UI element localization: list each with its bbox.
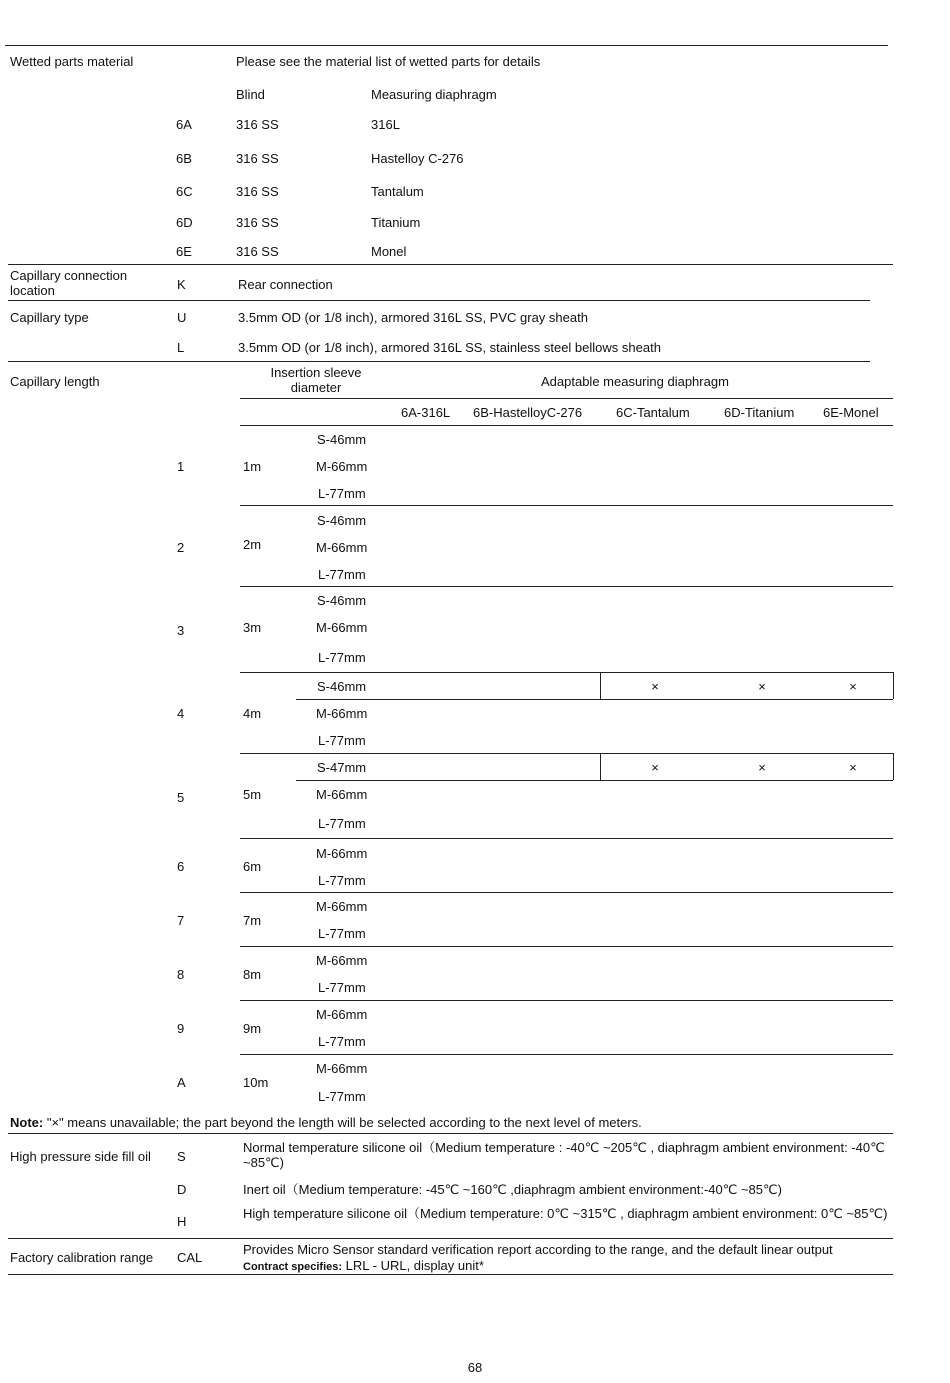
cap-type-code: U — [177, 310, 187, 325]
diaphragm-col-header: 6C-Tantalum — [616, 405, 690, 420]
group-rule — [240, 753, 893, 754]
insertion-sleeve-header: Insertion sleeve diameter — [270, 365, 362, 395]
section-divider — [8, 300, 870, 301]
header-rule — [240, 425, 893, 426]
page-number: 68 — [467, 1360, 483, 1375]
cap-type-desc: 3.5mm OD (or 1/8 inch), armored 316L SS, PVC gray sheath — [238, 310, 588, 325]
unavailable-mark: × — [651, 679, 659, 694]
adaptable-diaphragm-header: Adaptable measuring diaphragm — [541, 374, 729, 389]
wetted-diaphragm: Hastelloy C-276 — [371, 151, 464, 166]
cap-conn-desc: Rear connection — [238, 277, 333, 292]
unavailable-mark: × — [651, 760, 659, 775]
length-code: 3 — [177, 623, 185, 638]
length-code: 6 — [177, 859, 185, 874]
wetted-code: 6E — [176, 244, 192, 259]
unavailable-row-rule — [296, 780, 893, 781]
sleeve-size: M-66mm — [316, 787, 368, 802]
unavailable-box-edge — [893, 753, 894, 780]
group-rule — [240, 505, 893, 506]
sleeve-size: S-46mm — [317, 513, 367, 528]
sleeve-size: L-77mm — [318, 1034, 366, 1049]
section-divider — [8, 361, 870, 362]
sleeve-size: L-77mm — [318, 733, 366, 748]
sleeve-size: S-46mm — [317, 432, 367, 447]
note-text: "×" means unavailable; the part beyond the length will be selected according to the next level of meters. — [46, 1115, 642, 1130]
unavailable-mark: × — [758, 679, 766, 694]
length-code: 9 — [177, 1021, 185, 1036]
sleeve-size: L-77mm — [318, 650, 366, 665]
length-code: 4 — [177, 706, 185, 721]
calib-label: Factory calibration range — [10, 1250, 154, 1265]
length-value: 5m — [243, 787, 262, 802]
length-code: 1 — [177, 459, 185, 474]
sleeve-size: M-66mm — [316, 846, 368, 861]
diaphragm-col-header: 6E-Monel — [823, 405, 879, 420]
unavailable-mark: × — [849, 679, 857, 694]
sleeve-size: L-77mm — [318, 486, 366, 501]
sleeve-size: L-77mm — [318, 816, 366, 831]
wetted-diaphragm: 316L — [371, 117, 400, 132]
sleeve-size: L-77mm — [318, 926, 366, 941]
group-rule — [240, 838, 893, 839]
section-divider — [8, 1238, 893, 1239]
note-prefix: Note: — [10, 1115, 44, 1130]
fill-oil-desc: Normal temperature silicone oil（Medium temperature : -40℃ ~205℃ , diaphragm ambient environment: -40℃ ~85℃) — [243, 1140, 885, 1170]
top-rule — [5, 45, 888, 46]
wetted-blind: 316 SS — [236, 151, 279, 166]
length-value: 9m — [243, 1021, 262, 1036]
sleeve-size: M-66mm — [316, 706, 368, 721]
wetted-diaphragm: Tantalum — [371, 184, 424, 199]
sleeve-size: L-77mm — [318, 567, 366, 582]
unavailable-box-divider — [600, 753, 601, 780]
fill-oil-label: High pressure side fill oil — [10, 1149, 151, 1164]
length-code: 7 — [177, 913, 185, 928]
cap-type-desc: 3.5mm OD (or 1/8 inch), armored 316L SS, stainless steel bellows sheath — [238, 340, 661, 355]
group-rule — [240, 892, 893, 893]
cap-type-code: L — [177, 340, 185, 355]
wetted-code: 6D — [176, 215, 193, 230]
fill-oil-code: S — [177, 1149, 186, 1164]
wetted-blind: 316 SS — [236, 244, 279, 259]
wetted-code: 6B — [176, 151, 192, 166]
length-code: 8 — [177, 967, 185, 982]
unavailable-box-divider — [600, 672, 601, 699]
wetted-code: 6A — [176, 117, 192, 132]
unavailable-box-edge — [893, 672, 894, 699]
wetted-blind: 316 SS — [236, 215, 279, 230]
group-rule — [240, 946, 893, 947]
sleeve-size: M-66mm — [316, 620, 368, 635]
length-value: 3m — [243, 620, 262, 635]
length-value: 1m — [243, 459, 262, 474]
sleeve-size: M-66mm — [316, 899, 368, 914]
length-code: 5 — [177, 790, 185, 805]
cap-conn-label: Capillary connection location — [10, 268, 128, 298]
sleeve-size: M-66mm — [316, 459, 368, 474]
unavailable-row-rule — [296, 699, 893, 700]
sleeve-size: M-66mm — [316, 953, 368, 968]
length-value: 2m — [243, 537, 262, 552]
wetted-label: Wetted parts material — [10, 54, 134, 69]
sleeve-size: S-47mm — [317, 760, 367, 775]
length-code: A — [177, 1075, 186, 1090]
sleeve-size: M-66mm — [316, 1007, 368, 1022]
fill-oil-desc: High temperature silicone oil（Medium temperature: 0℃ ~315℃ , diaphragm ambient environment: 0℃ ~85℃) — [243, 1206, 888, 1221]
fill-oil-code: H — [177, 1214, 187, 1229]
wetted-col-blind: Blind — [236, 87, 265, 102]
cap-conn-code: K — [177, 277, 186, 292]
calib-spec-text: LRL - URL, display unit* — [345, 1258, 484, 1273]
calib-code: CAL — [177, 1250, 203, 1265]
wetted-col-diaphragm: Measuring diaphragm — [371, 87, 497, 102]
sleeve-size: S-46mm — [317, 679, 367, 694]
header-rule — [240, 398, 893, 399]
wetted-diaphragm: Monel — [371, 244, 407, 259]
sleeve-size: M-66mm — [316, 540, 368, 555]
group-rule — [240, 1000, 893, 1001]
diaphragm-col-header: 6A-316L — [401, 405, 451, 420]
cap-type-label: Capillary type — [10, 310, 89, 325]
bottom-rule — [8, 1274, 893, 1275]
diaphragm-col-header: 6D-Titanium — [724, 405, 795, 420]
length-value: 4m — [243, 706, 262, 721]
section-divider — [8, 264, 893, 265]
unavailable-note — [10, 1115, 642, 1130]
wetted-blind: 316 SS — [236, 184, 279, 199]
fill-oil-desc: Inert oil（Medium temperature: -45℃ ~160℃ ,diaphragm ambient environment:-40℃ ~85℃) — [243, 1182, 782, 1197]
length-value: 6m — [243, 859, 262, 874]
sleeve-size: S-46mm — [317, 593, 367, 608]
group-rule — [240, 1054, 893, 1055]
wetted-blind: 316 SS — [236, 117, 279, 132]
diaphragm-col-header: 6B-HastelloyC-276 — [473, 405, 583, 420]
calib-desc: Provides Micro Sensor standard verification report according to the range, and the default linear output — [243, 1242, 833, 1257]
sleeve-size: M-66mm — [316, 1061, 368, 1076]
wetted-code: 6C — [176, 184, 193, 199]
group-rule — [240, 586, 893, 587]
unavailable-mark: × — [758, 760, 766, 775]
group-rule — [240, 672, 893, 673]
length-value: 10m — [243, 1075, 269, 1090]
wetted-note: Please see the material list of wetted parts for details — [236, 54, 541, 69]
section-divider — [8, 1133, 893, 1134]
unavailable-mark: × — [849, 760, 857, 775]
sleeve-size: L-77mm — [318, 873, 366, 888]
fill-oil-code: D — [177, 1182, 187, 1197]
cap-len-label: Capillary length — [10, 374, 100, 389]
wetted-diaphragm: Titanium — [371, 215, 421, 230]
length-value: 8m — [243, 967, 262, 982]
calib-spec — [243, 1258, 484, 1275]
length-code: 2 — [177, 540, 185, 555]
sleeve-size: L-77mm — [318, 1089, 366, 1104]
sleeve-size: L-77mm — [318, 980, 366, 995]
length-value: 7m — [243, 913, 262, 928]
calib-spec-label: Contract specifies: — [243, 1261, 343, 1273]
